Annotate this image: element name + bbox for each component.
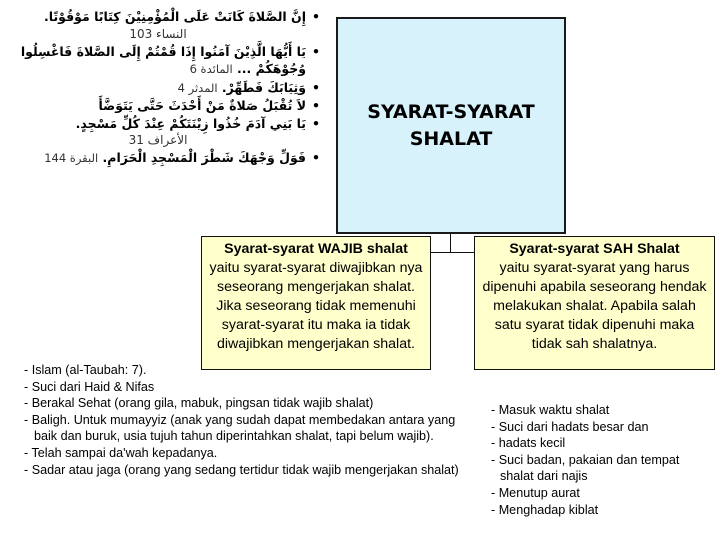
verse-text: وَثِيَابَكَ فَطَهِّرْ.	[221, 79, 306, 95]
verse-reference: المائدة 6	[189, 62, 233, 76]
arabic-verse	[10, 97, 320, 115]
verse-text: يَا بَنِي آدَمَ خُذُوا زِيْنَتَكُمْ عِنْدَ كُلِّ مَسْجِدٍ.	[75, 115, 306, 131]
title-box	[336, 17, 566, 234]
verse-text: لاَ تُقْبَلُ صَلاةٌ مَنْ أَحْدَثَ حَتَّى يَتَوَضَّأَ	[98, 98, 306, 113]
arabic-verse	[10, 8, 320, 43]
verse-reference: الأعراف 31	[128, 133, 188, 147]
arabic-verse	[10, 149, 320, 168]
sah-list	[491, 402, 716, 518]
verse-reference: البقرة 144	[44, 151, 99, 165]
list-item: - Suci dari hadats besar dan	[491, 419, 649, 434]
arabic-verse	[10, 115, 320, 150]
verse-text: إِنَّ الصَّلاةَ كَانَتْ عَلَى الْمُؤْمِنِيْنَ كِتَابًا مَوْقُوْتًا.	[44, 9, 306, 24]
connector-vertical-main	[450, 234, 451, 252]
sah-box	[474, 236, 715, 370]
list-item: - Menutup aurat	[491, 485, 580, 500]
list-item: - Islam (al-Taubah: 7).	[24, 363, 147, 377]
sah-description: yaitu syarat-syarat yang harus dipenuhi apabila seseorang hendak melakukan shalat. Apabila salah satu syarat tidak dipenuhi maka tidak sah shalatnya.	[482, 260, 707, 352]
wajib-description: yaitu syarat-syarat diwajibkan nya seseorang mengerjakan shalat. Jika seseorang tidak memenuhi syarat-syarat itu maka ia tidak diwajibkan mengerjakan shalat.	[209, 260, 423, 352]
wajib-list	[24, 362, 469, 478]
title-line-2: SHALAT	[409, 127, 493, 150]
list-item: - Baligh. Untuk mumayyiz (anak yang sudah dapat membedakan antara yang baik dan buruk, usia tujuh tahun diperintahkan shalat, tapi belum wajib).	[24, 412, 456, 444]
list-item: - Menghadap kiblat	[491, 502, 599, 517]
verse-text: فَوَلِّ وَجْهَكَ شَطْرَ الْمَسْجِدِ الْحَرَامِ.	[102, 150, 306, 165]
list-item: - Sadar atau jaga (orang yang sedang tertidur tidak wajib mengerjakan shalat)	[24, 462, 459, 477]
sah-heading: Syarat-syarat SAH Shalat	[509, 241, 680, 257]
wajib-heading: Syarat-syarat WAJIB shalat	[224, 241, 408, 257]
arabic-verse-list	[10, 8, 320, 168]
arabic-verse	[10, 43, 320, 79]
list-item: - Masuk waktu shalat	[491, 403, 610, 417]
verse-reference: المدثر 4	[177, 80, 218, 95]
title-line-1: SYARAT-SYARAT	[367, 100, 535, 123]
list-item: - hadats kecil	[491, 436, 566, 451]
list-item: - Berakal Sehat (orang gila, mabuk, pingsan tidak wajib shalat)	[24, 396, 374, 411]
verse-text: يَا أَيُّهَا الَّذِيْنَ آمَنُوا إِذَا قُمْتُمْ إِلَى الصَّلاةَ فَاغْسِلُوا وُجُوْهَكُمْ ...	[20, 43, 306, 76]
list-item: - Suci badan, pakaian dan tempat shalat dari najis	[491, 452, 680, 484]
verse-reference: النساء 103	[129, 26, 187, 41]
list-item: - Suci dari Haid & Nifas	[24, 379, 155, 394]
arabic-verse	[10, 79, 320, 98]
list-item: - Telah sampai da'wah kepadanya.	[24, 445, 218, 460]
wajib-box	[201, 236, 431, 370]
